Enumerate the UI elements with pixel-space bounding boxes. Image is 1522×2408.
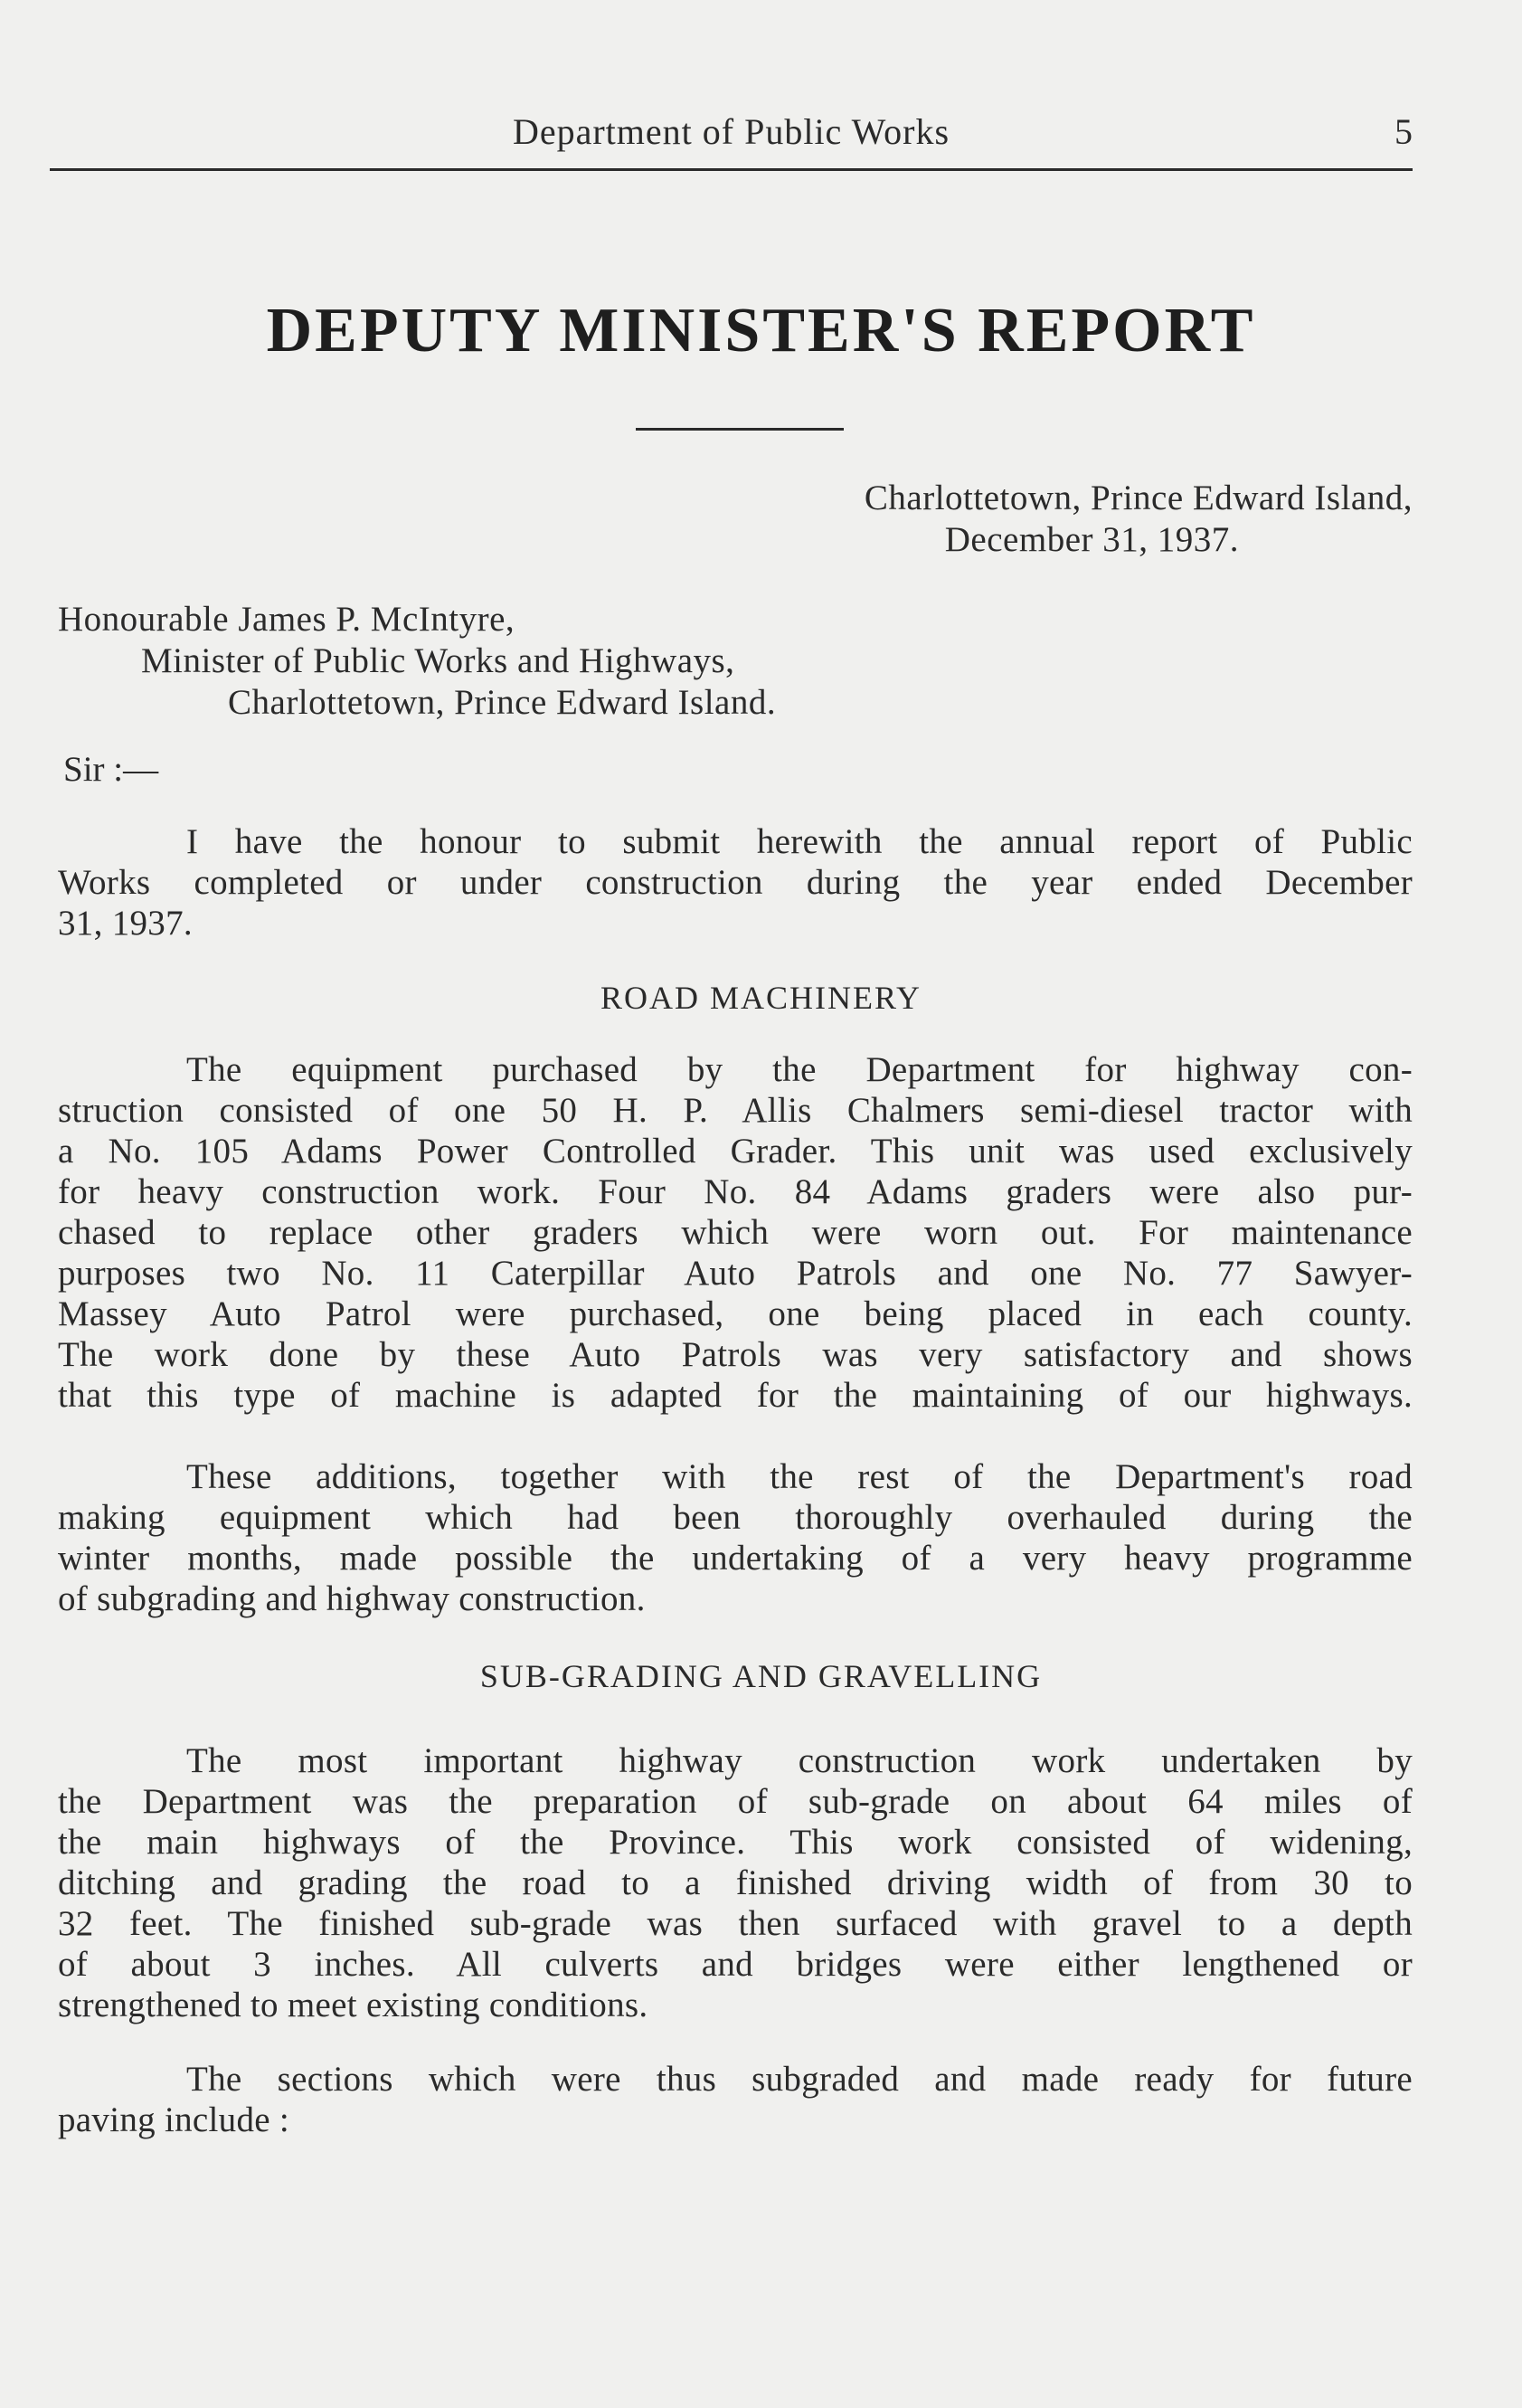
page-number: 5 (1394, 111, 1413, 152)
paragraph-line: of about 3 inches. All culverts and bridges were either lengthened or (58, 1945, 1413, 1984)
paragraph-line: Massey Auto Patrol were purchased, one being placed in each county. (58, 1294, 1413, 1333)
paragraph-line: 32 feet. The finished sub-grade was then surfaced with gravel to a depth (58, 1904, 1413, 1943)
paragraph-line: chased to replace other graders which were worn out. For maintenance (58, 1213, 1413, 1252)
paragraph-line: the Department was the preparation of sub-grade on about 64 miles of (58, 1782, 1413, 1821)
dateline (865, 478, 1413, 561)
paragraph-line: The most important highway construction work undertaken by (186, 1741, 1413, 1780)
address-line-3: Charlottetown, Prince Edward Island. (228, 683, 777, 722)
header-rule (50, 168, 1413, 171)
paragraph-line: These additions, together with the rest of the Department's road (186, 1457, 1413, 1496)
road-machinery-paragraph-2 (58, 1456, 1413, 1619)
address-line-1: Honourable James P. McIntyre, (58, 600, 515, 639)
paragraph-line: strengthened to meet existing conditions. (58, 1986, 648, 2024)
dateline-place: Charlottetown, Prince Edward Island, (864, 479, 1413, 517)
section-heading-sub-grading: SUB-GRADING AND GRAVELLING (479, 1658, 1043, 1694)
paragraph-line: the main highways of the Province. This work consisted of widening, (58, 1823, 1413, 1862)
paragraph-line: of subgrading and highway construction. (58, 1579, 646, 1618)
paragraph-line: winter months, made possible the undertaking of a very heavy programme (58, 1539, 1413, 1578)
paragraph-line: that this type of machine is adapted for the maintaining of our highways. (58, 1376, 1413, 1415)
paragraph-line: purposes two No. 11 Caterpillar Auto Patrols and one No. 77 Sawyer- (58, 1254, 1413, 1293)
paragraph-line: I have the honour to submit herewith the annual report of Public (186, 822, 1413, 861)
paragraph-line: The sections which were thus subgraded and made ready for future (186, 2060, 1413, 2099)
section-heading-road-machinery: ROAD MACHINERY (600, 980, 922, 1016)
paragraph-line: struction consisted of one 50 H. P. Allis Chalmers semi-diesel tractor with (58, 1091, 1413, 1130)
running-title: Department of Public Works (512, 111, 950, 152)
address-line-2: Minister of Public Works and Highways, (141, 641, 735, 680)
title-rule (636, 428, 844, 431)
paragraph-line: The equipment purchased by the Department for highway con- (186, 1050, 1413, 1089)
paragraph-line: making equipment which had been thoroughly overhauled during the (58, 1498, 1413, 1537)
paragraph-line: 31, 1937. (58, 904, 193, 943)
paragraph-line: ditching and grading the road to a finished driving width of from 30 to (58, 1863, 1413, 1902)
dateline-date: December 31, 1937. (944, 520, 1239, 559)
running-header (50, 110, 1413, 165)
inside-address (58, 599, 776, 724)
paragraph-line: The work done by these Auto Patrols was very satisfactory and shows (58, 1335, 1413, 1374)
report-title: DEPUTY MINISTER'S REPORT (266, 296, 1256, 365)
sub-grading-paragraph-2 (58, 2059, 1413, 2140)
paragraph-line: Works completed or under construction during the year ended December (58, 863, 1413, 902)
paragraph-line: paving include : (58, 2100, 290, 2139)
paragraph-line: a No. 105 Adams Power Controlled Grader. This unit was used exclusively (58, 1132, 1413, 1171)
sub-grading-paragraph-1 (58, 1740, 1413, 2025)
paragraph-line: for heavy construction work. Four No. 84 Adams graders were also pur- (58, 1172, 1413, 1211)
intro-paragraph (58, 821, 1413, 943)
salutation: Sir :— (63, 750, 159, 789)
road-machinery-paragraph-1 (58, 1049, 1413, 1416)
